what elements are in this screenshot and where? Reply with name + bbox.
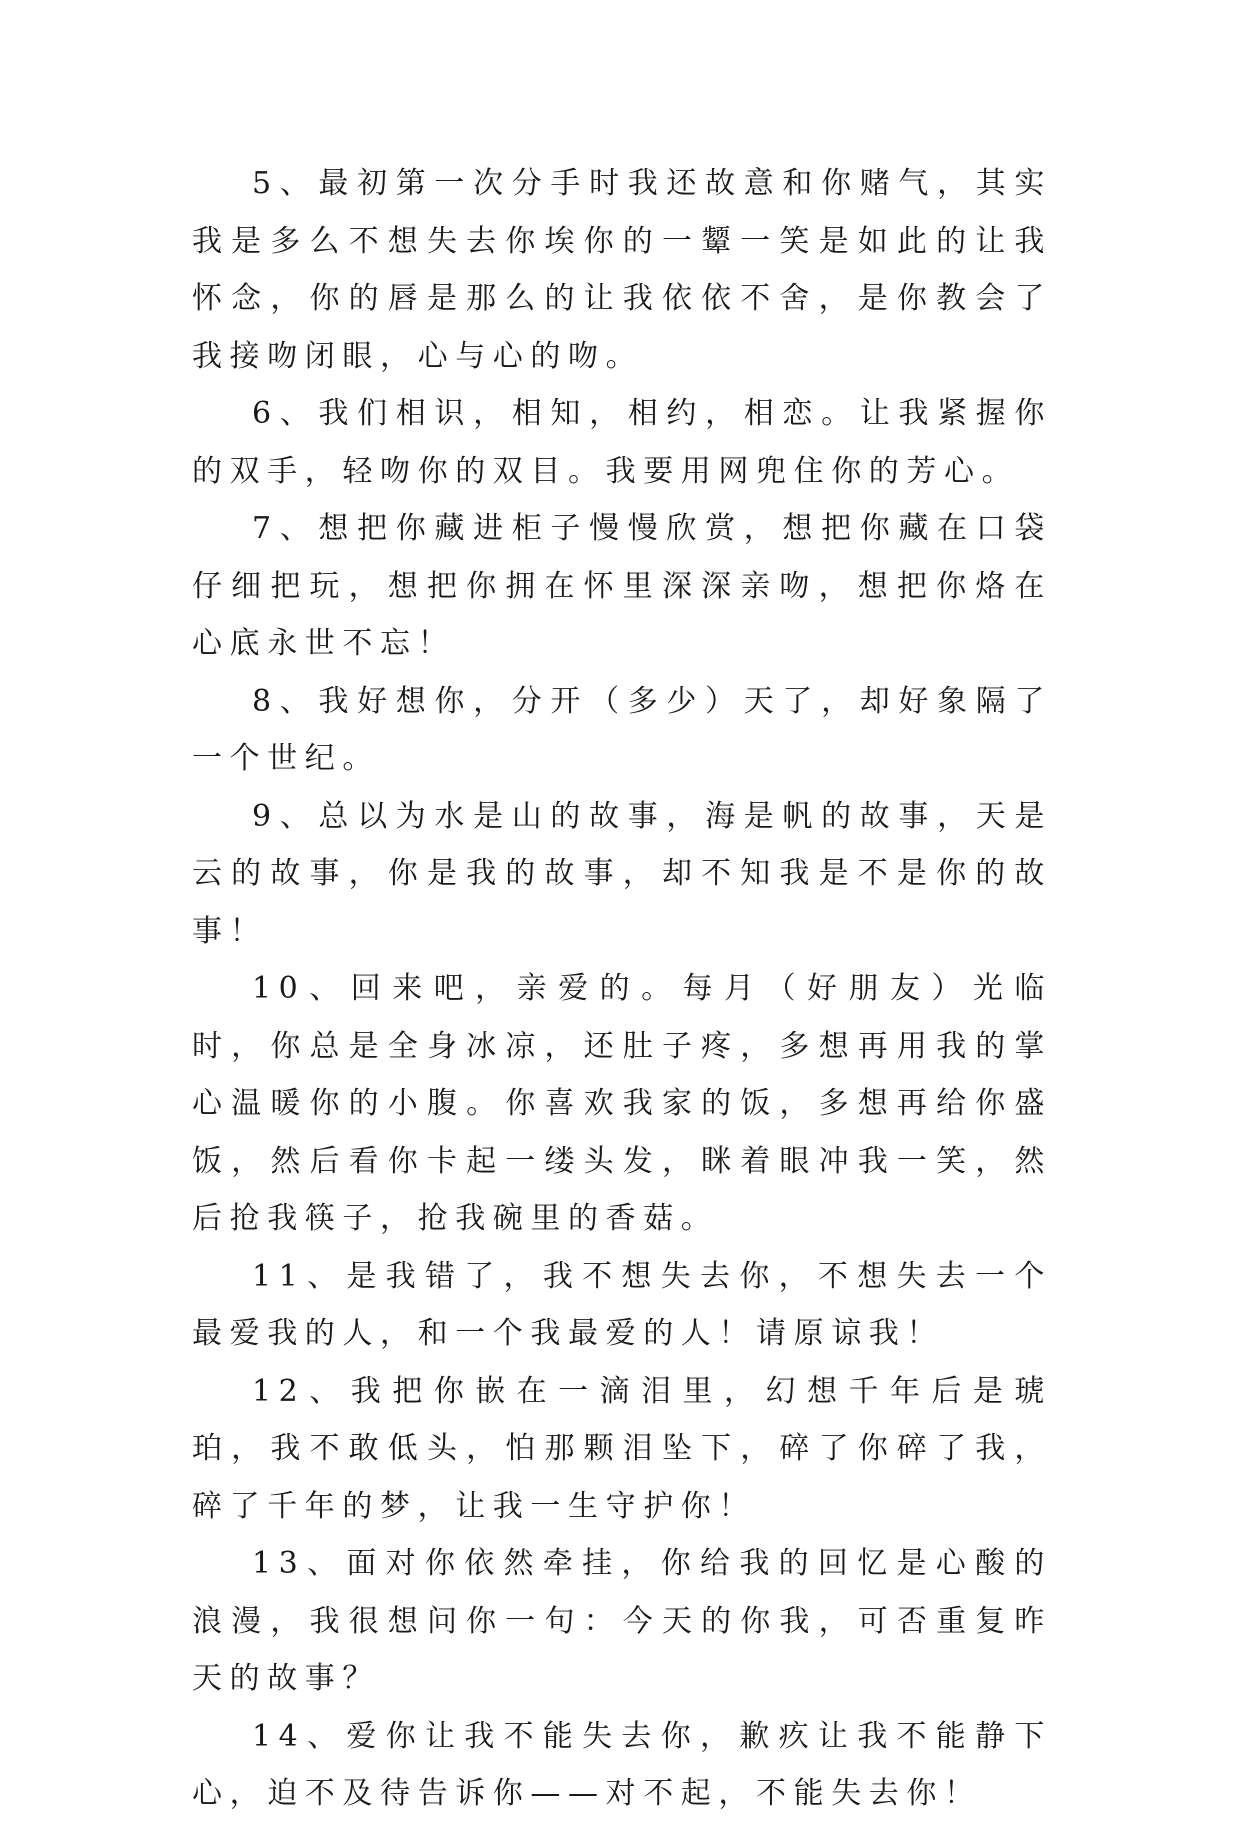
paragraph-6: 6、我们相识，相知，相约，相恋。让我紧握你的双手，轻吻你的双目。我要用网兜住你的芳心。 <box>192 396 1052 489</box>
paragraph-12: 12、我把你嵌在一滴泪里，幻想千年后是琥珀，我不敢低头，怕那颗泪坠下，碎了你碎了我，碎了千年的梦，让我一生守护你！ <box>192 1373 1052 1524</box>
paragraph-13: 13、面对你依然牵挂，你给我的回忆是心酸的浪漫，我很想问你一句：今天的你我，可否重复昨天的故事？ <box>192 1546 1052 1696</box>
paragraph-11: 11、是我错了，我不想失去你，不想失去一个最爱我的人，和一个我最爱的人！请原谅我！ <box>192 1258 1052 1351</box>
paragraph-8: 8、我好想你，分开（多少）天了，却好象隔了一个世纪。 <box>192 683 1052 776</box>
paragraph-10: 10、回来吧，亲爱的。每月（好朋友）光临时，你总是全身冰凉，还肚子疼，多想再用我的掌心温暖你的小腹。你喜欢我家的饭，多想再给你盛饭，然后看你卡起一缕头发，眯着眼冲我一笑，然后抢我筷子，抢我碗里的香菇。 <box>192 971 1052 1236</box>
paragraph-9: 9、总以为水是山的故事，海是帆的故事，天是云的故事，你是我的故事，却不知我是不是你的故事！ <box>192 798 1052 949</box>
document-body <box>192 155 1052 1823</box>
paragraph-7: 7、想把你藏进柜子慢慢欣赏，想把你藏在口袋仔细把玩，想把你拥在怀里深深亲吻，想把你烙在心底永世不忘！ <box>192 511 1052 661</box>
paragraph-5: 5、最初第一次分手时我还故意和你赌气，其实我是多么不想失去你埃你的一颦一笑是如此的让我怀念，你的唇是那么的让我依依不舍，是你教会了我接吻闭眼，心与心的吻。 <box>192 166 1052 374</box>
paragraph-14: 14、爱你让我不能失去你，歉疚让我不能静下心，迫不及待告诉你——对不起，不能失去你！ <box>192 1718 1052 1811</box>
